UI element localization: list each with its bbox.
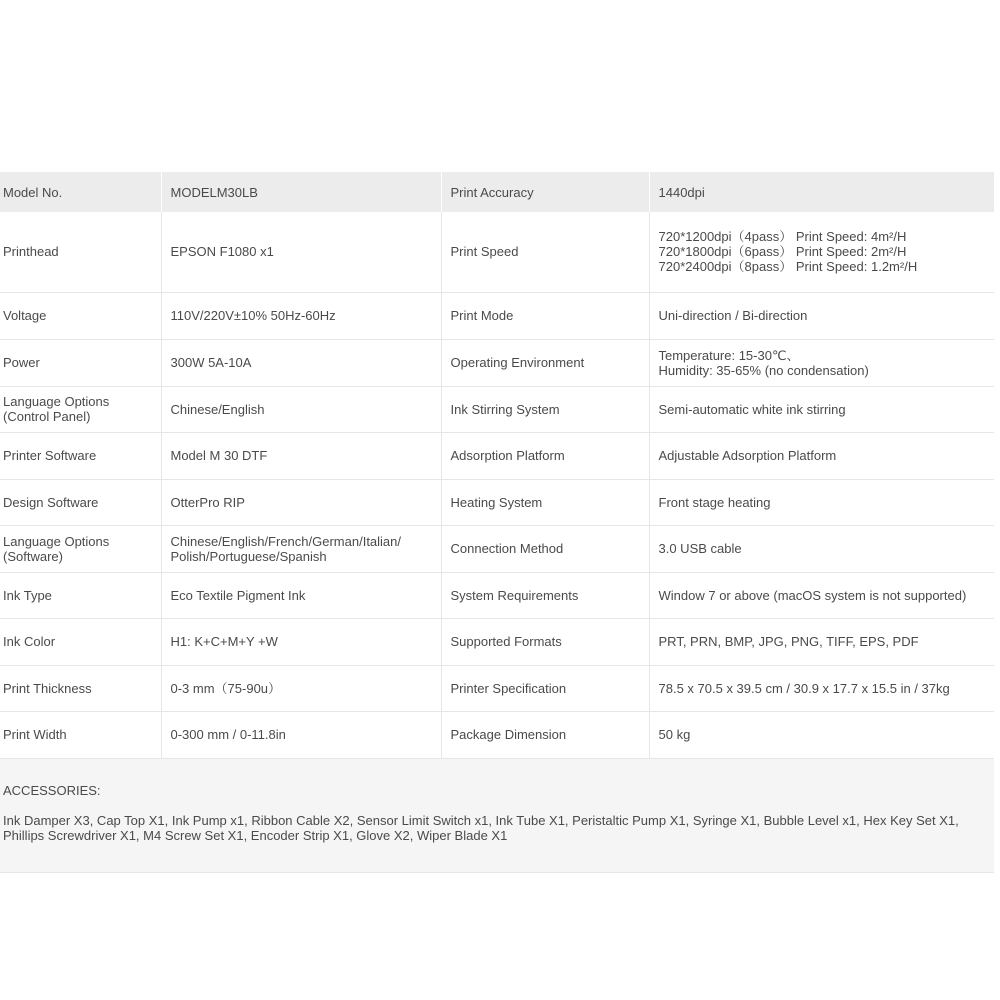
spec-row-language-control-panel (0, 386, 994, 432)
spec-label: Package Dimension (441, 711, 649, 758)
spec-value: EPSON F1080 x1 (161, 212, 441, 292)
spec-label: Supported Formats (441, 618, 649, 665)
spec-value: Temperature: 15-30℃、 Humidity: 35-65% (no condensation) (649, 339, 994, 386)
spec-label: Design Software (0, 479, 161, 525)
spec-table (0, 172, 994, 873)
spec-value: 50 kg (649, 711, 994, 758)
spec-row-power (0, 339, 994, 386)
accessories-title: ACCESSORIES: (3, 782, 101, 798)
spec-value: 1440dpi (649, 172, 994, 212)
spec-value: Chinese/English (161, 386, 441, 432)
spec-label: Ink Color (0, 618, 161, 665)
spec-label: Print Width (0, 711, 161, 758)
spec-label: Language Options (Software) (0, 525, 161, 572)
spec-value: 78.5 x 70.5 x 39.5 cm / 30.9 x 17.7 x 15.5 in / 37kg (649, 665, 994, 711)
spec-label: Print Speed (441, 212, 649, 292)
spec-label: Printer Software (0, 432, 161, 479)
spec-row-print-thickness (0, 665, 994, 711)
spec-value: Model M 30 DTF (161, 432, 441, 479)
spec-row-voltage (0, 292, 994, 339)
spec-row-print-width (0, 711, 994, 758)
spec-value: 0-300 mm / 0-11.8in (161, 711, 441, 758)
spec-row-model (0, 172, 994, 212)
spec-value: Adjustable Adsorption Platform (649, 432, 994, 479)
spec-label: Connection Method (441, 525, 649, 572)
spec-label: Heating System (441, 479, 649, 525)
spec-row-ink-color (0, 618, 994, 665)
spec-label: Model No. (0, 172, 161, 212)
spec-label: Ink Type (0, 572, 161, 618)
spec-label: Print Accuracy (441, 172, 649, 212)
spec-value: Eco Textile Pigment Ink (161, 572, 441, 618)
accessories-list: Ink Damper X3, Cap Top X1, Ink Pump x1, Ribbon Cable X2, Sensor Limit Switch x1, Ink Tube X1, Peristaltic Pump X1, Syringe X1, Bubble Level x1, Hex Key Set X1, Phillips Screwdriver X1, M4 Screw Set X1, Encoder Strip X1, Glove X2, Wiper Blade X1 (3, 812, 959, 843)
spec-label: Print Mode (441, 292, 649, 339)
spec-value: OtterPro RIP (161, 479, 441, 525)
spec-row-ink-type (0, 572, 994, 618)
accessories-row (0, 758, 994, 872)
spec-label: Power (0, 339, 161, 386)
spec-value: 300W 5A-10A (161, 339, 441, 386)
spec-value: PRT, PRN, BMP, JPG, PNG, TIFF, EPS, PDF (649, 618, 994, 665)
spec-value: Chinese/English/French/German/Italian/ Polish/Portuguese/Spanish (161, 525, 441, 572)
spec-label: Printer Specification (441, 665, 649, 711)
spec-label: Voltage (0, 292, 161, 339)
spec-row-language-software (0, 525, 994, 572)
spec-value: 0-3 mm（75-90u） (161, 665, 441, 711)
spec-value: Window 7 or above (macOS system is not supported) (649, 572, 994, 618)
spec-label: System Requirements (441, 572, 649, 618)
spec-label: Adsorption Platform (441, 432, 649, 479)
spec-value: Uni-direction / Bi-direction (649, 292, 994, 339)
spec-value: 720*1200dpi（4pass） Print Speed: 4m²/H 720*1800dpi（6pass） Print Speed: 2m²/H 720*2400dpi（8pass） Print Speed: 1.2m²/H (649, 212, 994, 292)
spec-value: MODELM30LB (161, 172, 441, 212)
spec-value: Semi-automatic white ink stirring (649, 386, 994, 432)
spec-row-printer-software (0, 432, 994, 479)
spec-value: Front stage heating (649, 479, 994, 525)
spec-row-design-software (0, 479, 994, 525)
spec-label: Language Options (Control Panel) (0, 386, 161, 432)
spec-label: Print Thickness (0, 665, 161, 711)
spec-value: 3.0 USB cable (649, 525, 994, 572)
spec-label: Ink Stirring System (441, 386, 649, 432)
accessories-cell (0, 758, 994, 872)
spec-value: H1: K+C+M+Y +W (161, 618, 441, 665)
spec-label: Operating Environment (441, 339, 649, 386)
spec-row-printhead (0, 212, 994, 292)
spec-label: Printhead (0, 212, 161, 292)
spec-value: 110V/220V±10% 50Hz-60Hz (161, 292, 441, 339)
